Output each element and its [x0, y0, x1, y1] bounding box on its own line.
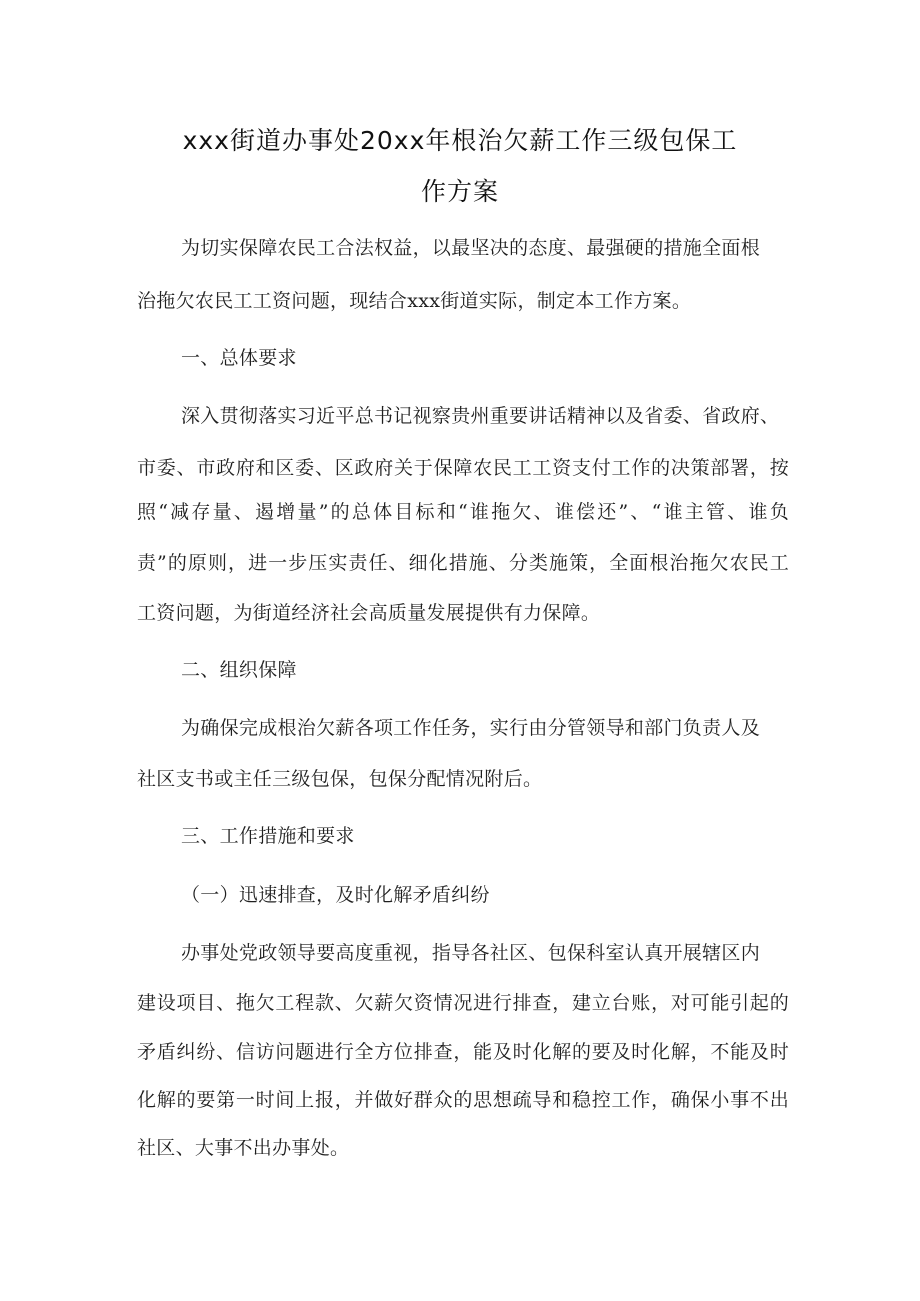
section-3-heading: 三、工作措施和要求 — [181, 825, 355, 847]
section-3-sub-1-line-2: 建设项目、拖欠工程款、欠薪欠资情况进行排查，建立台账，对可能引起的 — [137, 992, 789, 1014]
intro-line-2: 治拖欠农民工工资问题，现结合xxx街道实际，制定本工作方案。 — [137, 290, 692, 312]
section-1-heading: 一、总体要求 — [181, 347, 297, 369]
section-1-line-3: 照“减存量、遏增量”的总体目标和“谁拖欠、谁偿还”、“谁主管、谁负 — [137, 501, 789, 523]
section-3-sub-1-line-4: 化解的要第一时间上报，并做好群众的思想疏导和稳控工作，确保小事不出 — [137, 1089, 789, 1111]
intro-line-1: 为切实保障农民工合法权益，以最坚决的态度、最强硬的措施全面根 — [181, 237, 761, 259]
document-title-line-2: 作方案 — [420, 177, 499, 206]
section-3-sub-1-line-3: 矛盾纠纷、信访问题进行全方位排查，能及时化解的要及时化解，不能及时 — [137, 1041, 789, 1063]
section-1-line-4: 责”的原则，进一步压实责任、细化措施、分类施策，全面根治拖欠农民工 — [137, 552, 789, 574]
section-3-subheading-1: （一）迅速排查，及时化解矛盾纠纷 — [181, 884, 490, 906]
section-3-sub-1-line-1: 办事处党政领导要高度重视，指导各社区、包保科室认真开展辖区内 — [181, 942, 761, 964]
section-2-heading: 二、组织保障 — [181, 659, 297, 681]
section-2-line-1: 为确保完成根治欠薪各项工作任务，实行由分管领导和部门负责人及 — [181, 717, 761, 739]
section-3-sub-1-line-5: 社区、大事不出办事处。 — [137, 1137, 350, 1159]
section-1-line-5: 工资问题，为街道经济社会高质量发展提供有力保障。 — [137, 602, 601, 624]
section-1-line-1: 深入贯彻落实习近平总书记视察贵州重要讲话精神以及省委、省政府、 — [181, 405, 780, 427]
section-1-line-2: 市委、市政府和区委、区政府关于保障农民工工资支付工作的决策部署，按 — [137, 457, 789, 479]
section-2-line-2: 社区支书或主任三级包保，包保分配情况附后。 — [137, 768, 543, 790]
document-title-line-1: xxx街道办事处20xx年根治欠薪工作三级包保工 — [182, 126, 738, 155]
